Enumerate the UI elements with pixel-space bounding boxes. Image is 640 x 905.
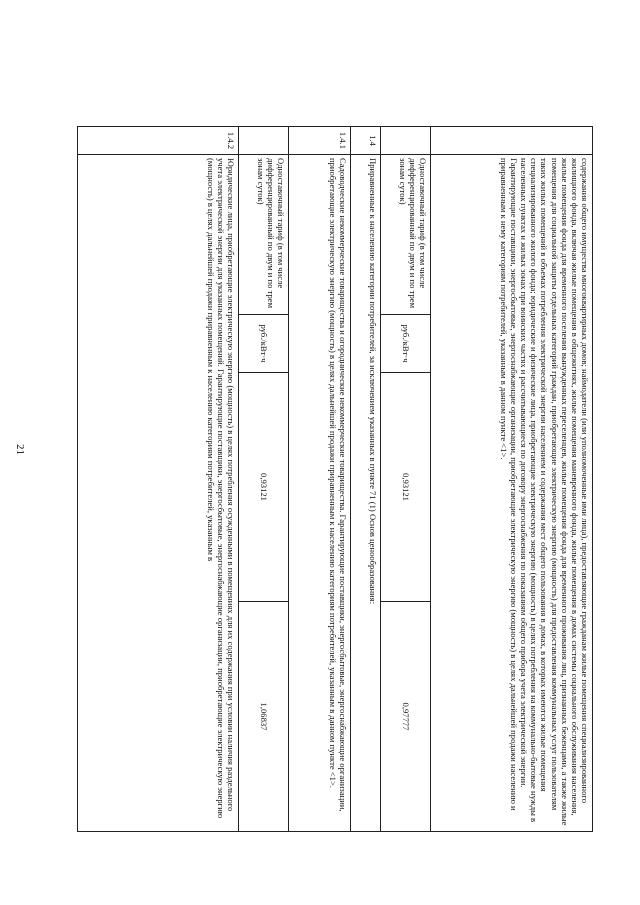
tariff-label-cell: Одноставочный тариф (в том числе дифференцированный по двум и по трем зонам суток)	[381, 155, 431, 315]
row-number-cell: 1.4.2	[78, 127, 239, 155]
row-number-cell: 1.4	[351, 127, 381, 155]
unit-cell: руб./кВт·ч	[239, 315, 289, 373]
value-cell-2: 1,06837	[239, 602, 289, 832]
description-cell: Приравненные к населению категории потребителей, за исключением указанных в пункте 71 (1) Основ ценообразования:	[351, 155, 381, 832]
page-number: 21	[14, 444, 26, 455]
row-number-cell	[381, 127, 431, 155]
row-number-cell: 1.4.1	[289, 127, 351, 155]
rotated-page-content	[78, 126, 593, 831]
tariff-table	[77, 126, 593, 832]
description-cell: Юридические лица, приобретающие электрическую энергию (мощность) в целях потребления осужденными в помещениях для их содержания при условии наличия раздельного учета электрической энергии для указанных помещений. Гарантирующие поставщики, энергосбытовые, энергоснабжающие организации, приобретающие электрическую энергию (мощность) в целях дальнейшей продажи приравненным к населению категориям потребителей, указанным в	[78, 155, 239, 832]
description-cell: содержания общего имущества многоквартирных домов; наймодатели (или уполномоченные ими лица), предоставляющие гражданам жилые помещения специализированного жилищного фонда, включая жилые помещения в общежитиях, жилые помещения маневренного фонда, жилые помещения в домах системы социального обслуживания населения, жилые помещения фонда для временного поселения вынужденных переселенцев, жилые помещения фонда для временного проживания лиц, признанных беженцами, а также жилые помещения для социальной защиты отдельных категорий граждан, приобретающие электрическую энергию (мощность) для предоставления коммунальных услуг пользователям таких жилых помещений в объемах потребления электрической энергии населением и содержания мест общего пользования в домах, в которых имеются жилые помещения специализированного жилого фонда; юридические и физические лица, приобретающие электрическую энергию (мощность) в целях потребления на коммунально-бытовые нужды в населенных пунктах и жилых зонах при воинских частях и рассчитывающиеся по договору энергоснабжения по показаниям общего прибора учета электрической энергии. Гарантирующие поставщики, энергосбытовые, энергоснабжающие организации, приобретающие электрическую энергию (мощность) в целях дальнейшей продажи населению и приравненным к нему категориям потребителей, указанным в данном пункте <1>.	[431, 155, 593, 832]
tariff-label-cell: Одноставочный тариф (в том числе дифференцированный по двум и по трем зонам суток)	[239, 155, 289, 315]
table-row	[381, 127, 431, 832]
value-cell-1: 0,93121	[239, 373, 289, 602]
table-row	[78, 127, 239, 832]
table-row	[289, 127, 351, 832]
row-number-cell	[239, 127, 289, 155]
value-cell-1: 0,93121	[381, 373, 431, 602]
table-row	[351, 127, 381, 832]
table-row	[431, 127, 593, 832]
value-cell-2: 0,97777	[381, 602, 431, 832]
row-number-cell	[431, 127, 593, 155]
unit-cell: руб./кВт·ч	[381, 315, 431, 373]
description-cell: Садоводческие некоммерческие товарищества и огороднические некоммерческие товарищества. Гарантирующие поставщики, энергосбытовые, энергоснабжающие организации, приобретающие электрическую энергию (мощность) в целях дальнейшей продажи приравненным к населению категориям потребителей, указанным в данном пункте <1>.	[289, 155, 351, 832]
table-row	[239, 127, 289, 832]
